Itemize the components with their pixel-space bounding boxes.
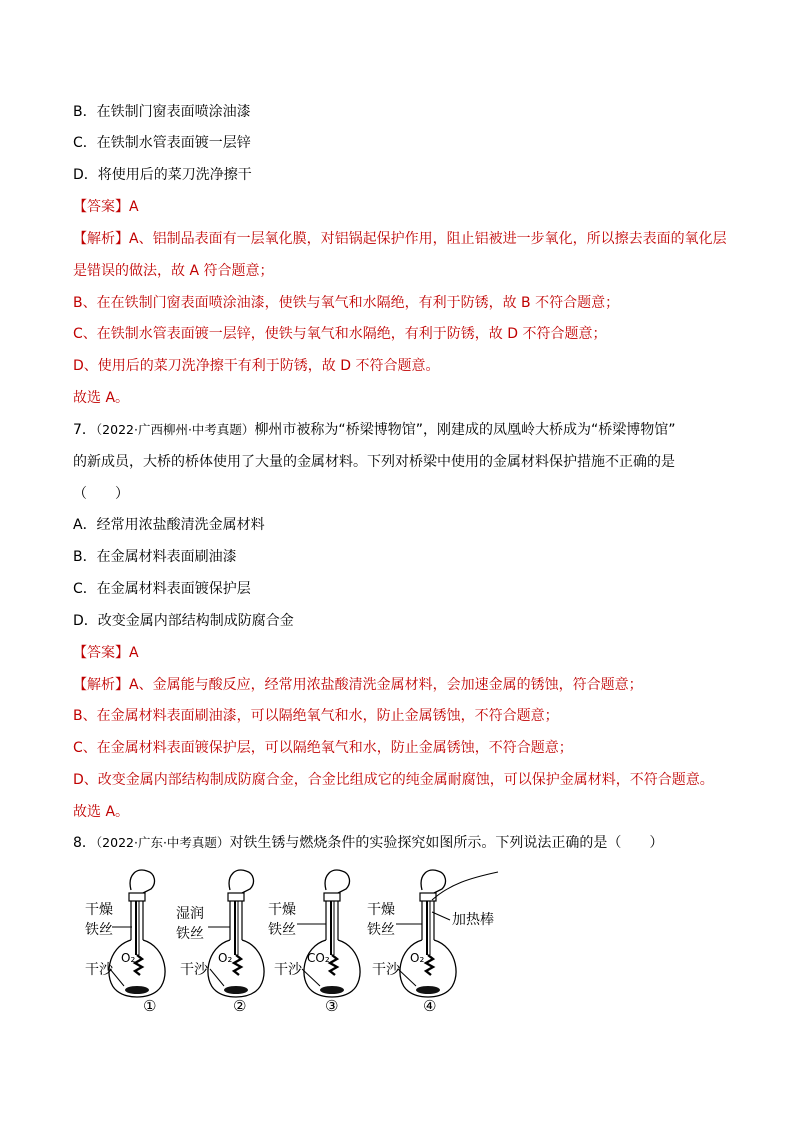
answer-value: A — [129, 199, 139, 215]
q7-blank: （ ） — [73, 486, 129, 502]
q7-analysis-line-2: B、在金属材料表面刷油漆，可以隔绝氧气和水，防止金属锈蚀，不符合题意； — [73, 708, 559, 724]
q6-option-d: D．将使用后的菜刀洗净擦干 — [73, 167, 252, 183]
q8-stem-text: 对铁生锈与燃烧条件的实验探究如图所示。下列说法正确的是（ ） — [229, 835, 664, 851]
q6-analysis-line-4: C、在铁制水管表面镀一层锌，使铁与氧气和水隔绝，有利于防锈，故 D 不符合题意； — [73, 326, 607, 342]
flask-4-heating-rod-label: 加热棒 — [452, 912, 494, 928]
q6-option-b: B．在铁制门窗表面喷涂油漆 — [73, 104, 251, 120]
q7-stem-line-2: 的新成员，大桥的桥体使用了大量的金属材料。下列对桥梁中使用的金属材料保护措施不正确的是 — [73, 454, 675, 470]
flask-2-label-top: 湿润 — [176, 906, 204, 922]
analysis-tag: 【解析】 — [73, 231, 129, 247]
analysis-text: A、铝制品表面有一层氧化膜，对铝锅起保护作用，阻止铝被进一步氧化，所以擦去表面的氧化层 — [129, 231, 727, 247]
flask-3 — [304, 870, 360, 997]
answer-value: A — [129, 645, 139, 661]
q6-analysis-line-2: 是错误的做法，故 A 符合题意； — [73, 263, 274, 279]
q7-stem-text: 柳州市被称为“桥梁博物馆”，刚建成的凤凰岭大桥成为“桥梁博物馆” — [254, 422, 676, 438]
answer-tag: 【答案】 — [73, 199, 129, 215]
q7-analysis-line-4: D、改变金属内部结构制成防腐合金，合金比组成它的纯金属耐腐蚀，可以保护金属材料，不符合题意。 — [73, 772, 714, 788]
flask-1-gas: O₂ — [121, 951, 136, 965]
q6-analysis-line-3: B、在在铁制门窗表面喷涂油漆，使铁与氧气和水隔绝，有利于防锈，故 B 不符合题意； — [73, 295, 620, 311]
flask-3-label-bottom: 铁丝 — [268, 922, 296, 938]
analysis-tag: 【解析】 — [73, 677, 129, 693]
heating-rod-wire — [432, 872, 498, 900]
flask-4-label-top: 干燥 — [367, 902, 395, 918]
leader-line — [432, 912, 450, 920]
flask-3-gas: CO₂ — [307, 951, 330, 965]
flask-2-gas: O₂ — [218, 951, 233, 965]
q7-option-d: D．改变金属内部结构制成防腐合金 — [73, 613, 294, 629]
q6-option-c: C．在铁制水管表面镀一层锌 — [73, 135, 251, 151]
flask-1-label-bottom: 铁丝 — [85, 922, 113, 938]
q7-option-b: B．在金属材料表面刷油漆 — [73, 549, 237, 565]
q7-option-a: A．经常用浓盐酸清洗金属材料 — [73, 517, 265, 533]
q7-number: 7． — [73, 422, 96, 438]
flask-3-number: ③ — [325, 997, 339, 1015]
flask-2-label-bottom: 铁丝 — [176, 926, 204, 942]
q8-source: （2022·广东·中考真题） — [95, 835, 230, 850]
analysis-text: A、金属能与酸反应，经常用浓盐酸清洗金属材料，会加速金属的锈蚀，符合题意； — [129, 677, 643, 693]
flask-4-number: ④ — [423, 997, 437, 1015]
q8-number: 8． — [73, 835, 96, 851]
flask-4-label-bottom: 铁丝 — [367, 922, 395, 938]
q6-conclusion: 故选 A。 — [73, 390, 130, 406]
flask-4-sand: 干沙 — [372, 962, 400, 978]
q7-option-c: C．在金属材料表面镀保护层 — [73, 581, 251, 597]
flask-2-number: ② — [233, 997, 247, 1015]
q7-source: （2022·广西柳州·中考真题） — [95, 422, 255, 437]
flask-1-sand: 干沙 — [85, 962, 113, 978]
flask-4-gas: O₂ — [410, 951, 425, 965]
q7-analysis-line-3: C、在金属材料表面镀保护层，可以隔绝氧气和水，防止金属锈蚀，不符合题意； — [73, 740, 573, 756]
q7-conclusion: 故选 A。 — [73, 804, 130, 820]
flask-2-sand: 干沙 — [180, 962, 208, 978]
answer-tag: 【答案】 — [73, 645, 129, 661]
q6-analysis-line-5: D、使用后的菜刀洗净擦干有利于防锈，故 D 不符合题意。 — [73, 358, 440, 374]
flask-1-number: ① — [143, 997, 157, 1015]
flask-2 — [208, 870, 264, 997]
flask-3-sand: 干沙 — [274, 962, 302, 978]
flask-3-label-top: 干燥 — [268, 902, 296, 918]
flask-1-label-top: 干燥 — [85, 902, 113, 918]
